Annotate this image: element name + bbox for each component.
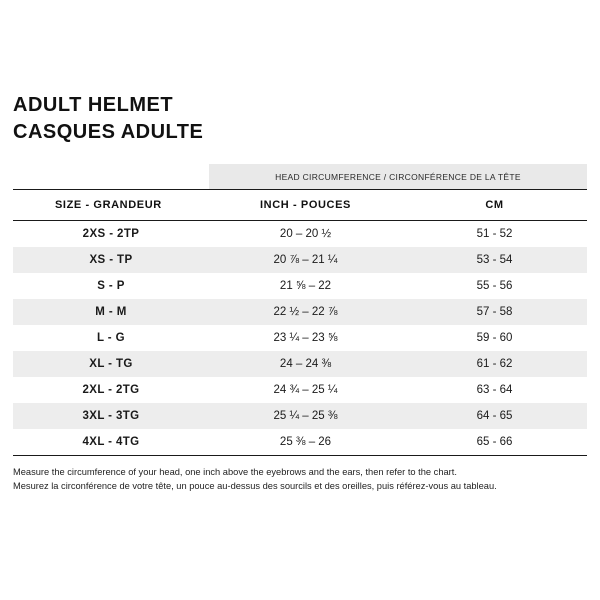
column-header-cm: CM: [402, 190, 587, 221]
cell-cm: 53 - 54: [402, 247, 587, 273]
table-row: [13, 403, 587, 429]
cell-size: M - M: [13, 299, 209, 325]
cell-inch: 20 ⅞ – 21 ¼: [209, 247, 402, 273]
cell-inch: 25 ¼ – 25 ⅜: [209, 403, 402, 429]
cell-cm: 63 - 64: [402, 377, 587, 403]
table-row: [13, 325, 587, 351]
table-body: [13, 221, 587, 456]
table-row: [13, 429, 587, 456]
size-chart-content: [13, 92, 587, 494]
cell-size: 2XL - 2TG: [13, 377, 209, 403]
cell-inch: 24 ¾ – 25 ¼: [209, 377, 402, 403]
cell-inch: 21 ⅝ – 22: [209, 273, 402, 299]
table-column-header-row: [13, 190, 587, 221]
table-group-header-row: [13, 164, 587, 190]
table-row: [13, 221, 587, 248]
note-english: Measure the circumference of your head, one inch above the eyebrows and the ears, then refer to the chart.: [13, 467, 457, 477]
cell-inch: 25 ⅜ – 26: [209, 429, 402, 456]
size-table: [13, 164, 587, 456]
table-row: [13, 299, 587, 325]
cell-inch: 22 ½ – 22 ⅞: [209, 299, 402, 325]
group-header-empty-cell: [13, 164, 209, 190]
cell-cm: 64 - 65: [402, 403, 587, 429]
table-row: [13, 377, 587, 403]
cell-size: S - P: [13, 273, 209, 299]
cell-cm: 59 - 60: [402, 325, 587, 351]
page-title: [13, 92, 587, 146]
cell-size: XS - TP: [13, 247, 209, 273]
measurement-notes: [13, 465, 587, 494]
table-row: [13, 351, 587, 377]
table-header: [13, 164, 587, 221]
table-row: [13, 273, 587, 299]
cell-cm: 65 - 66: [402, 429, 587, 456]
column-header-size: SIZE - GRANDEUR: [13, 190, 209, 221]
cell-cm: 57 - 58: [402, 299, 587, 325]
cell-size: 4XL - 4TG: [13, 429, 209, 456]
title-french: CASQUES ADULTE: [13, 121, 204, 143]
cell-cm: 55 - 56: [402, 273, 587, 299]
cell-size: L - G: [13, 325, 209, 351]
cell-inch: 20 – 20 ½: [209, 221, 402, 248]
group-header-label: HEAD CIRCUMFERENCE / CIRCONFÉRENCE DE LA TÊTE: [209, 164, 587, 190]
column-header-inch: INCH - POUCES: [209, 190, 402, 221]
cell-size: XL - TG: [13, 351, 209, 377]
cell-inch: 24 – 24 ⅜: [209, 351, 402, 377]
cell-size: 2XS - 2TP: [13, 221, 209, 248]
cell-size: 3XL - 3TG: [13, 403, 209, 429]
cell-inch: 23 ¼ – 23 ⅝: [209, 325, 402, 351]
note-french: Mesurez la circonférence de votre tête, un pouce au-dessus des sourcils et des oreilles, puis référez-vous au tableau.: [13, 481, 497, 492]
cell-cm: 61 - 62: [402, 351, 587, 377]
cell-cm: 51 - 52: [402, 221, 587, 248]
table-row: [13, 247, 587, 273]
title-english: ADULT HELMET: [13, 94, 174, 116]
